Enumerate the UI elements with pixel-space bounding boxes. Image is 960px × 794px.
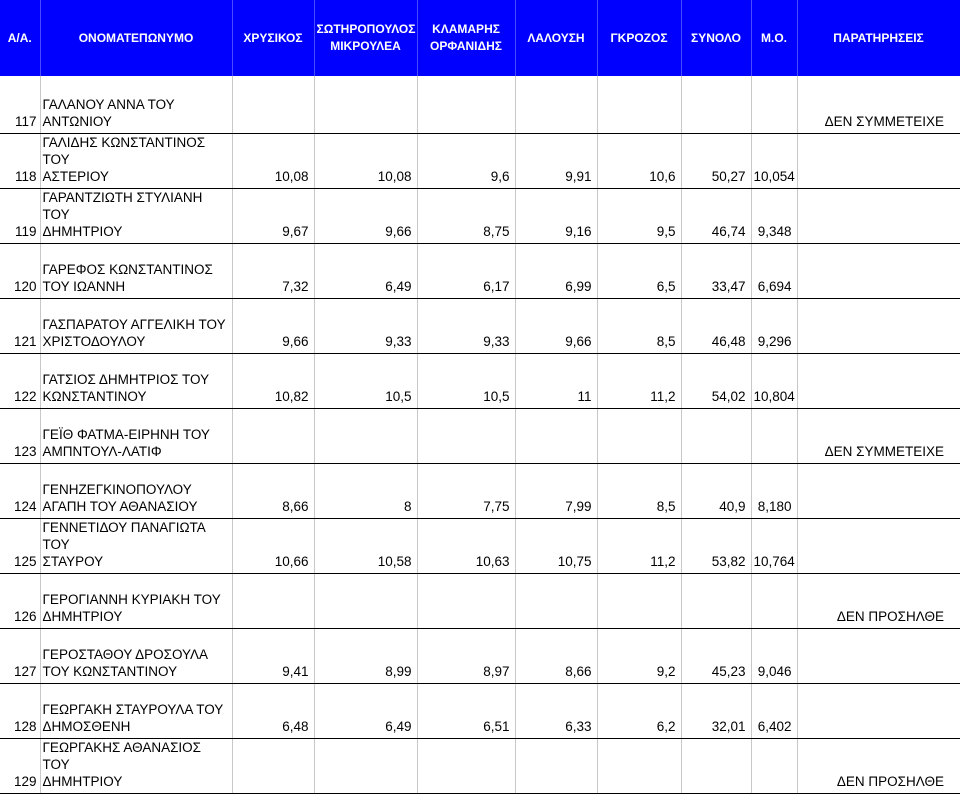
score-average: 9,046: [751, 629, 797, 684]
remarks: [797, 684, 960, 739]
candidate-name-line1: ΓΕΡΟΓΙΑΝΝΗ ΚΥΡΙΑΚΗ ΤΟΥ: [42, 592, 221, 607]
header-klamaris-line1: ΚΛΑΜΑΡΗΣ: [432, 22, 500, 36]
remarks: [797, 189, 960, 244]
score-grozos: 9,5: [597, 189, 681, 244]
score-total: 53,82: [681, 519, 751, 574]
score-chrysikos: 7,32: [232, 244, 314, 299]
score-total: 40,9: [681, 464, 751, 519]
remarks: ΔΕΝ ΣΥΜΜΕΤΕΙΧΕ: [797, 76, 960, 134]
candidate-name-line2: ΔΗΜΗΤΡΙΟΥ: [42, 224, 123, 239]
header-lalousi: ΛΑΛΟΥΣΗ: [515, 0, 597, 76]
score-grozos: [597, 409, 681, 464]
candidate-name-line2: ΤΟΥ ΙΩΑΝΝΗ: [42, 279, 126, 294]
score-chrysikos: [232, 574, 314, 629]
row-number: 121: [0, 299, 40, 354]
score-grozos: 6,2: [597, 684, 681, 739]
score-average: [751, 409, 797, 464]
score-lalousi: 11: [515, 354, 597, 409]
remarks: [797, 354, 960, 409]
candidate-name: [40, 684, 232, 739]
score-sotiropoulos: [314, 739, 417, 794]
candidate-name-line1: ΓΑΛΙΔΗΣ ΚΩΝΣΤΑΝΤΙΝΟΣ ΤΟΥ: [42, 135, 206, 167]
table-row: [0, 684, 960, 739]
score-lalousi: 7,99: [515, 464, 597, 519]
score-chrysikos: [232, 76, 314, 134]
candidate-name-line2: ΑΓΑΠΗ ΤΟΥ ΑΘΑΝΑΣΙΟΥ: [42, 499, 198, 514]
score-grozos: 10,6: [597, 134, 681, 189]
row-number: 126: [0, 574, 40, 629]
score-klamaris: 9,33: [417, 299, 515, 354]
remarks: [797, 299, 960, 354]
score-sotiropoulos: 6,49: [314, 244, 417, 299]
score-grozos: [597, 574, 681, 629]
score-grozos: 6,5: [597, 244, 681, 299]
score-average: [751, 76, 797, 134]
score-grozos: [597, 76, 681, 134]
remarks: ΔΕΝ ΣΥΜΜΕΤΕΙΧΕ: [797, 409, 960, 464]
score-klamaris: 8,97: [417, 629, 515, 684]
candidate-name-line2: ΚΩΝΣΤΑΝΤΙΝΟΥ: [42, 389, 147, 404]
candidate-name-line2: ΤΟΥ ΚΩΝΣΤΑΝΤΙΝΟΥ: [42, 664, 178, 679]
score-sotiropoulos: 10,5: [314, 354, 417, 409]
score-chrysikos: [232, 739, 314, 794]
score-total: 50,27: [681, 134, 751, 189]
score-total: 54,02: [681, 354, 751, 409]
remarks: ΔΕΝ ΠΡΟΣΗΛΘΕ: [797, 574, 960, 629]
table-row: [0, 76, 960, 134]
row-number: 119: [0, 189, 40, 244]
score-chrysikos: 10,66: [232, 519, 314, 574]
candidate-name: [40, 574, 232, 629]
score-klamaris: 10,5: [417, 354, 515, 409]
score-sotiropoulos: [314, 76, 417, 134]
candidate-name-line2: ΔΗΜΗΤΡΙΟΥ: [42, 774, 123, 789]
header-row: [0, 0, 960, 76]
candidate-name-line2: ΑΜΠΝΤΟΥΛ-ΛΑΤΙΦ: [42, 444, 162, 459]
candidate-name-line1: ΓΑΤΣΙΟΣ ΔΗΜΗΤΡΙΟΣ ΤΟΥ: [42, 372, 210, 387]
score-lalousi: 8,66: [515, 629, 597, 684]
table-row: [0, 244, 960, 299]
score-lalousi: 9,66: [515, 299, 597, 354]
header-chrysikos: ΧΡΥΣΙΚΟΣ: [232, 0, 314, 76]
score-average: 9,296: [751, 299, 797, 354]
header-klamaris: [417, 0, 515, 76]
candidate-name-line1: ΓΕΩΡΓΑΚΗΣ ΑΘΑΝΑΣΙΟΣ ΤΟΥ: [42, 740, 202, 772]
table-row: [0, 354, 960, 409]
table-row: [0, 629, 960, 684]
score-chrysikos: 9,67: [232, 189, 314, 244]
row-number: 123: [0, 409, 40, 464]
header-grozos: ΓΚΡΟΖΟΣ: [597, 0, 681, 76]
score-klamaris: 7,75: [417, 464, 515, 519]
row-number: 117: [0, 76, 40, 134]
score-lalousi: [515, 409, 597, 464]
score-chrysikos: 10,08: [232, 134, 314, 189]
score-lalousi: [515, 574, 597, 629]
score-grozos: 8,5: [597, 299, 681, 354]
candidate-name-line2: ΑΣΤΕΡΙΟΥ: [42, 169, 109, 184]
table-row: [0, 299, 960, 354]
table-body: [0, 76, 960, 794]
row-number: 120: [0, 244, 40, 299]
score-average: 10,054: [751, 134, 797, 189]
score-lalousi: [515, 76, 597, 134]
score-lalousi: [515, 739, 597, 794]
score-lalousi: 6,99: [515, 244, 597, 299]
candidate-name-line2: ΧΡΙΣΤΟΔΟΥΛΟΥ: [42, 334, 146, 349]
candidate-name: [40, 629, 232, 684]
candidate-name-line1: ΓΕΩΡΓΑΚΗ ΣΤΑΥΡΟΥΛΑ ΤΟΥ: [42, 702, 224, 717]
score-klamaris: 10,63: [417, 519, 515, 574]
score-average: 10,804: [751, 354, 797, 409]
candidate-name: [40, 244, 232, 299]
candidate-name-line1: ΓΑΡΕΦΟΣ ΚΩΝΣΤΑΝΤΙΝΟΣ: [42, 262, 213, 277]
candidate-name: [40, 134, 232, 189]
score-average: 9,348: [751, 189, 797, 244]
score-chrysikos: [232, 409, 314, 464]
score-lalousi: 9,16: [515, 189, 597, 244]
score-lalousi: 6,33: [515, 684, 597, 739]
candidate-name-line1: ΓΕΝΗΖΕΓΚΙΝΟΠΟΥΛΟΥ: [42, 482, 192, 497]
header-synolo: ΣΥΝΟΛΟ: [681, 0, 751, 76]
candidate-name: [40, 409, 232, 464]
score-klamaris: 8,75: [417, 189, 515, 244]
score-klamaris: 6,17: [417, 244, 515, 299]
remarks: [797, 629, 960, 684]
candidate-name-line1: ΓΕΪΘ ΦΑΤΜΑ-ΕΙΡΗΝΗ ΤΟΥ: [42, 427, 210, 442]
header-sotiropoulos-line1: ΣΩΤΗΡΟΠΟΥΛΟΣ: [316, 22, 416, 36]
candidate-name: [40, 354, 232, 409]
table-row: [0, 574, 960, 629]
candidate-name-line1: ΓΕΡΟΣΤΑΘΟΥ ΔΡΟΣΟΥΛΑ: [42, 647, 209, 662]
header-mo: Μ.Ο.: [751, 0, 797, 76]
score-chrysikos: 9,66: [232, 299, 314, 354]
header-paratiriseis: ΠΑΡΑΤΗΡΗΣΕΙΣ: [797, 0, 960, 76]
row-number: 127: [0, 629, 40, 684]
candidate-name: [40, 464, 232, 519]
table-row: [0, 519, 960, 574]
score-chrysikos: 10,82: [232, 354, 314, 409]
score-total: [681, 409, 751, 464]
remarks: [797, 244, 960, 299]
score-chrysikos: 6,48: [232, 684, 314, 739]
score-sotiropoulos: [314, 409, 417, 464]
score-lalousi: 10,75: [515, 519, 597, 574]
score-klamaris: 6,51: [417, 684, 515, 739]
candidate-name-line2: ΔΗΜΟΣΘΕΝΗ: [42, 719, 131, 734]
candidate-name: [40, 76, 232, 134]
score-total: 46,74: [681, 189, 751, 244]
remarks: [797, 134, 960, 189]
score-klamaris: [417, 409, 515, 464]
score-grozos: [597, 739, 681, 794]
candidate-name-line1: ΓΑΡΑΝΤΖΙΩΤΗ ΣΤΥΛΙΑΝΗ ΤΟΥ: [42, 190, 203, 222]
score-sotiropoulos: [314, 574, 417, 629]
table-row: [0, 464, 960, 519]
score-sotiropoulos: 6,49: [314, 684, 417, 739]
score-grozos: 9,2: [597, 629, 681, 684]
row-number: 122: [0, 354, 40, 409]
score-total: 32,01: [681, 684, 751, 739]
score-chrysikos: 8,66: [232, 464, 314, 519]
candidate-name: [40, 299, 232, 354]
candidate-name: [40, 189, 232, 244]
header-sotiropoulos: [314, 0, 417, 76]
candidate-name: [40, 739, 232, 794]
row-number: 128: [0, 684, 40, 739]
candidate-name-line1: ΓΕΝΝΕΤΙΔΟΥ ΠΑΝΑΓΙΩΤΑ ΤΟΥ: [42, 520, 206, 552]
table-row: [0, 134, 960, 189]
score-average: 10,764: [751, 519, 797, 574]
score-sotiropoulos: 9,33: [314, 299, 417, 354]
header-sotiropoulos-line2: ΜΙΚΡΟΥΛΕΑ: [330, 39, 401, 53]
score-klamaris: [417, 739, 515, 794]
candidate-name-line1: ΓΑΛΑΝΟΥ ΑΝΝΑ ΤΟΥ: [42, 97, 175, 112]
candidate-name: [40, 519, 232, 574]
candidate-name-line2: ΣΤΑΥΡΟΥ: [42, 554, 104, 569]
score-sotiropoulos: 8: [314, 464, 417, 519]
score-average: 6,694: [751, 244, 797, 299]
score-grozos: 8,5: [597, 464, 681, 519]
score-chrysikos: 9,41: [232, 629, 314, 684]
header-klamaris-line2: ΟΡΦΑΝΙΔΗΣ: [429, 39, 503, 53]
remarks: [797, 519, 960, 574]
candidate-name-line1: ΓΑΣΠΑΡΑΤΟΥ ΑΓΓΕΛΙΚΗ ΤΟΥ: [42, 317, 226, 332]
remarks: ΔΕΝ ΠΡΟΣΗΛΘΕ: [797, 739, 960, 794]
header-aa: Α/Α.: [0, 0, 40, 76]
score-total: 46,48: [681, 299, 751, 354]
table-row: [0, 739, 960, 794]
row-number: 124: [0, 464, 40, 519]
score-total: 33,47: [681, 244, 751, 299]
header-name: ΟΝΟΜΑΤΕΠΩΝΥΜΟ: [40, 0, 232, 76]
score-average: [751, 574, 797, 629]
score-sotiropoulos: 8,99: [314, 629, 417, 684]
score-total: [681, 76, 751, 134]
remarks: [797, 464, 960, 519]
score-average: [751, 739, 797, 794]
table-row: [0, 189, 960, 244]
row-number: 118: [0, 134, 40, 189]
score-sotiropoulos: 10,08: [314, 134, 417, 189]
row-number: 129: [0, 739, 40, 794]
score-total: 45,23: [681, 629, 751, 684]
candidate-name-line2: ΔΗΜΗΤΡΙΟΥ: [42, 609, 123, 624]
score-average: 6,402: [751, 684, 797, 739]
score-sotiropoulos: 9,66: [314, 189, 417, 244]
row-number: 125: [0, 519, 40, 574]
score-klamaris: [417, 574, 515, 629]
score-sotiropoulos: 10,58: [314, 519, 417, 574]
score-average: 8,180: [751, 464, 797, 519]
score-lalousi: 9,91: [515, 134, 597, 189]
candidate-name-line2: ΑΝΤΩΝΙΟΥ: [42, 114, 112, 129]
score-grozos: 11,2: [597, 354, 681, 409]
score-klamaris: 9,6: [417, 134, 515, 189]
score-grozos: 11,2: [597, 519, 681, 574]
score-klamaris: [417, 76, 515, 134]
score-total: [681, 574, 751, 629]
score-total: [681, 739, 751, 794]
table-row: [0, 409, 960, 464]
